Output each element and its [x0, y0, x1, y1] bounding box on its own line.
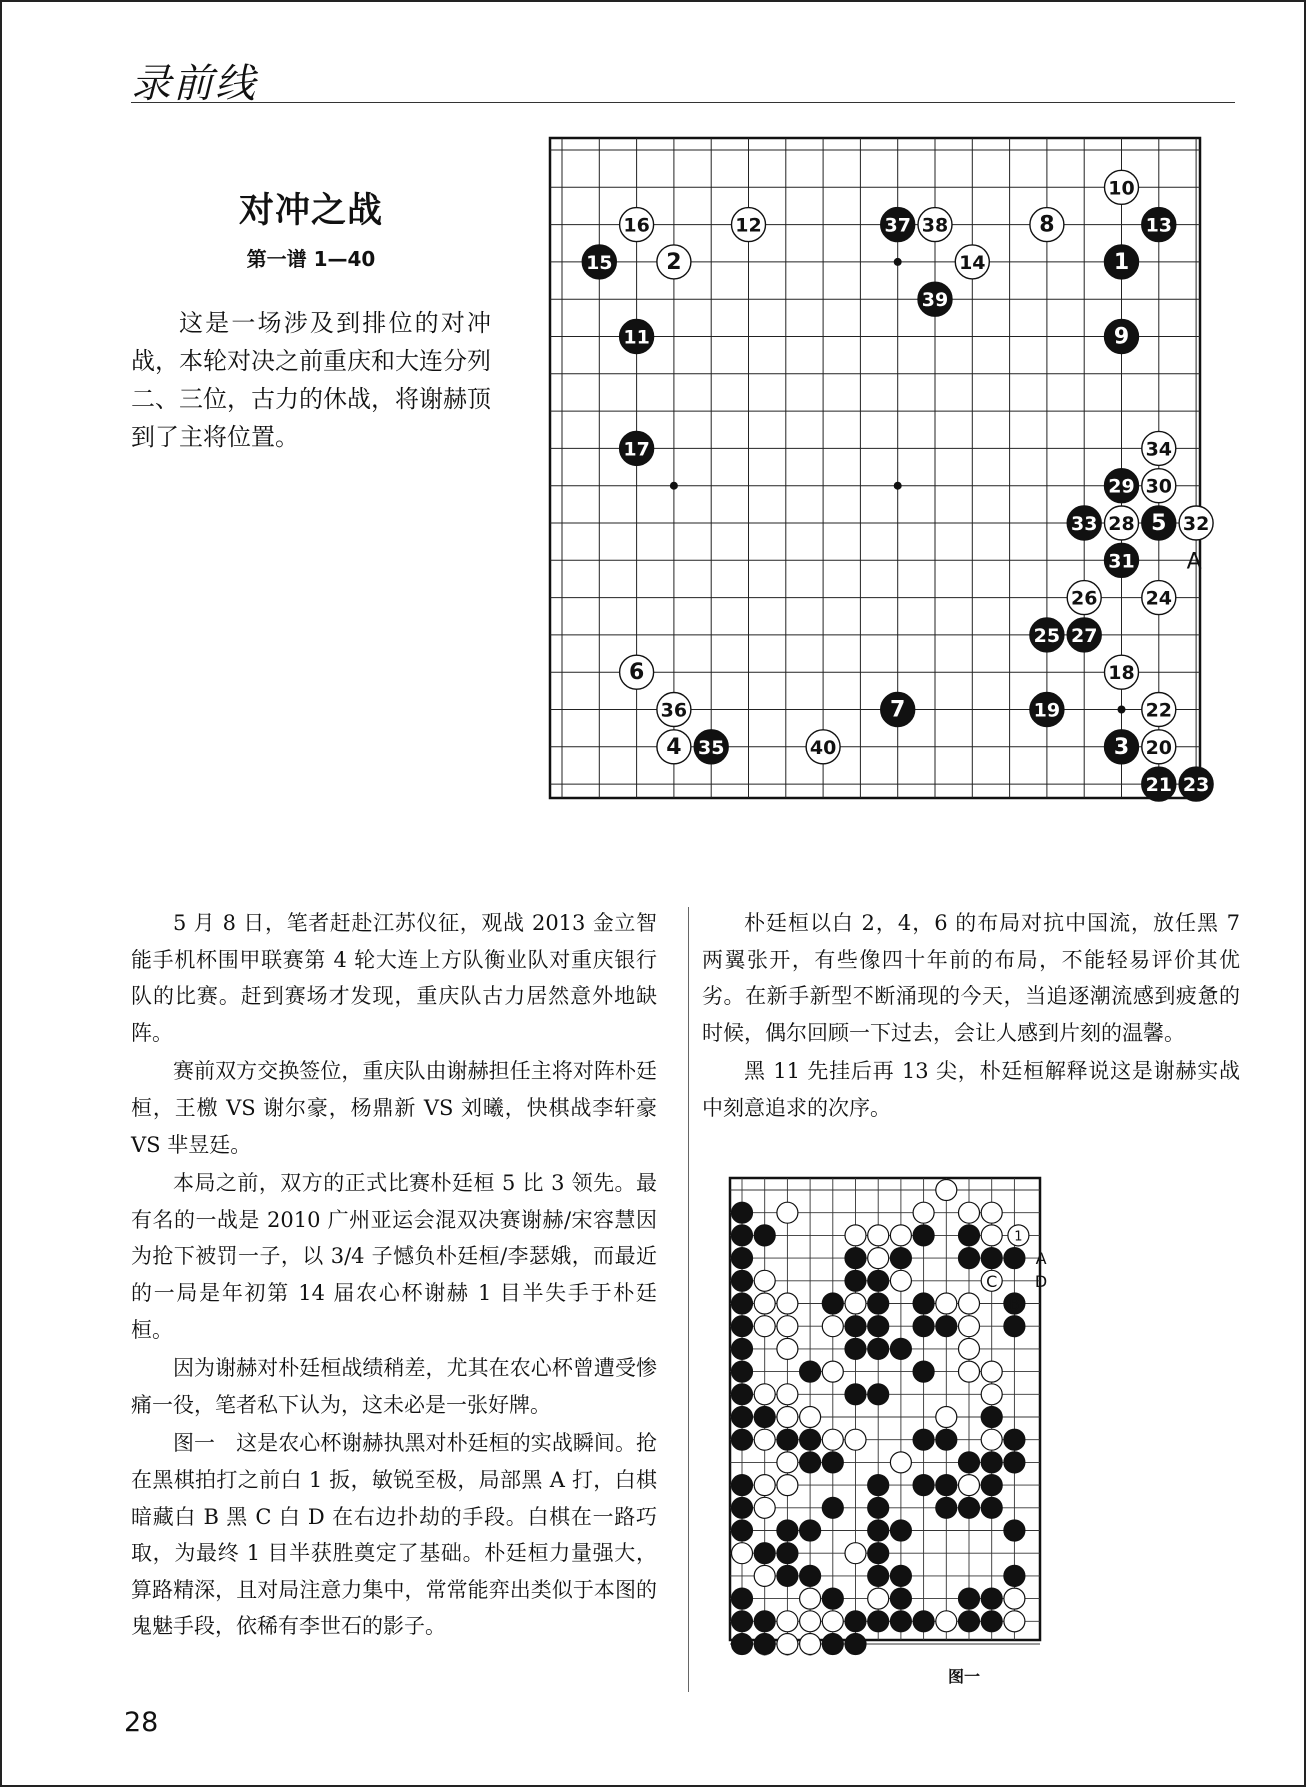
black-stone	[981, 1452, 1002, 1473]
move-number: 39	[921, 289, 949, 312]
white-stone	[800, 1588, 821, 1609]
black-stone	[732, 1520, 753, 1541]
move-number: 24	[1145, 587, 1173, 610]
white-stone	[777, 1475, 798, 1496]
black-stone	[822, 1634, 843, 1655]
white-stone	[777, 1452, 798, 1473]
white-stone	[959, 1475, 980, 1496]
black-stone	[1105, 320, 1139, 354]
move-number: 25	[1033, 624, 1061, 647]
white-stone	[890, 1452, 911, 1473]
move-number: 17	[623, 438, 650, 461]
move-number: 5	[1151, 511, 1167, 536]
move-number: 9	[1113, 324, 1130, 350]
move-number: 7	[890, 697, 906, 723]
white-stone	[777, 1407, 798, 1428]
white-stone	[1105, 506, 1139, 540]
move-number: 32	[1182, 513, 1210, 535]
black-stone	[1004, 1316, 1025, 1337]
white-stone	[754, 1316, 775, 1337]
move-number: 34	[1145, 438, 1173, 461]
white-stone	[845, 1543, 866, 1564]
move-number: 22	[1145, 699, 1173, 722]
white-stone	[822, 1316, 843, 1337]
right-paragraph: 朴廷桓以白 2，4，6 的布局对抗中国流，放任黑 7 两翼张开，有些像四十年前的布局，不能轻易评价其优劣。在新手新型不断涌现的今天，当追逐潮流感到疲惫的时候，偶尔回顾一下过去，会让人感到片刻的温馨。	[702, 911, 1240, 1045]
black-stone	[732, 1588, 753, 1609]
column-divider	[688, 907, 689, 1692]
black-stone	[890, 1565, 911, 1586]
move-number: 28	[1108, 513, 1135, 535]
black-stone	[881, 693, 915, 727]
white-stone	[620, 208, 654, 242]
black-stone	[1105, 469, 1139, 503]
white-stone	[936, 1293, 957, 1314]
black-stone	[1030, 618, 1064, 652]
point-label-d: D	[1034, 1271, 1048, 1291]
black-stone	[890, 1248, 911, 1269]
black-stone	[732, 1384, 753, 1405]
left-paragraph: 本局之前，双方的正式比赛朴廷桓 5 比 3 领先。最有名的一战是 2010 广州亚运会混双决赛谢赫/宋容慧因为抢下被罚一子，以 3/4 子憾负朴廷桓/李瑟娥，而最近的一局是年初第 14 届农心杯谢赫 1 目半失手于朴廷桓。	[131, 1171, 657, 1342]
move-number: 38	[921, 214, 949, 237]
black-stone	[1179, 767, 1213, 801]
white-stone	[657, 730, 691, 764]
black-stone	[913, 1225, 934, 1246]
figure-caption: 图一	[948, 1667, 981, 1686]
white-stone	[822, 1611, 843, 1632]
white-stone	[1179, 506, 1213, 540]
white-stone	[1142, 693, 1176, 727]
black-stone	[754, 1634, 775, 1655]
move-number: 21	[1145, 774, 1173, 797]
black-stone	[959, 1248, 980, 1269]
black-stone	[868, 1520, 889, 1541]
black-stone	[800, 1565, 821, 1586]
white-stone	[777, 1634, 798, 1655]
black-stone	[732, 1202, 753, 1223]
black-stone	[620, 320, 654, 354]
black-stone	[1142, 208, 1176, 242]
left-text-column	[131, 905, 657, 1647]
white-stone	[959, 1338, 980, 1359]
black-stone	[800, 1452, 821, 1473]
black-stone	[822, 1452, 843, 1473]
black-stone	[732, 1634, 753, 1655]
white-stone	[657, 693, 691, 727]
black-stone	[981, 1475, 1002, 1496]
move-number: 36	[660, 699, 688, 722]
point-label-b: B	[1008, 1294, 1020, 1314]
black-stone	[981, 1611, 1002, 1632]
black-stone	[868, 1338, 889, 1359]
black-stone	[959, 1225, 980, 1246]
white-stone	[1004, 1611, 1025, 1632]
black-stone	[1142, 506, 1176, 540]
black-stone	[694, 730, 728, 764]
black-stone	[913, 1475, 934, 1496]
header-rule	[131, 102, 1235, 103]
black-stone	[845, 1316, 866, 1337]
white-stone	[732, 1543, 753, 1564]
black-stone	[845, 1338, 866, 1359]
move-number: 4	[666, 734, 682, 760]
black-stone	[1030, 693, 1064, 727]
black-stone	[868, 1611, 889, 1632]
white-stone	[777, 1202, 798, 1223]
article-title: 对冲之战	[238, 191, 383, 231]
black-stone	[732, 1429, 753, 1450]
black-stone	[913, 1293, 934, 1314]
black-stone	[845, 1634, 866, 1655]
move-number: 40	[809, 736, 837, 759]
white-stone	[777, 1293, 798, 1314]
white-stone	[981, 1384, 1002, 1405]
move-number: 12	[735, 214, 762, 237]
black-stone	[732, 1270, 753, 1291]
black-stone	[881, 208, 915, 242]
black-stone	[732, 1248, 753, 1269]
black-stone	[754, 1225, 775, 1246]
move-number: 1	[1014, 1229, 1023, 1245]
white-stone	[620, 655, 654, 689]
white-stone	[959, 1293, 980, 1314]
move-number: 29	[1108, 475, 1135, 498]
white-stone	[1030, 208, 1064, 242]
point-label-a: A	[1035, 1249, 1047, 1269]
move-number: 30	[1145, 475, 1173, 498]
main-go-diagram	[545, 133, 1223, 807]
white-stone	[822, 1429, 843, 1450]
black-stone	[868, 1316, 889, 1337]
white-stone	[754, 1429, 775, 1450]
white-stone	[868, 1248, 889, 1269]
white-stone	[800, 1634, 821, 1655]
move-number: 23	[1182, 774, 1210, 797]
black-stone	[777, 1565, 798, 1586]
white-stone	[754, 1497, 775, 1518]
black-stone	[981, 1497, 1002, 1518]
black-stone	[732, 1225, 753, 1246]
black-stone	[913, 1611, 934, 1632]
black-stone	[777, 1520, 798, 1541]
move-one-marker	[1008, 1225, 1029, 1246]
white-stone	[936, 1611, 957, 1632]
move-number: 27	[1070, 624, 1098, 647]
black-stone	[777, 1429, 798, 1450]
move-number: 14	[959, 251, 986, 274]
white-stone	[913, 1202, 934, 1223]
move-number: 6	[628, 660, 645, 686]
move-number: 26	[1070, 587, 1098, 610]
black-stone	[620, 431, 654, 465]
black-stone	[732, 1316, 753, 1337]
black-stone	[868, 1384, 889, 1405]
article-subtitle: 第一谱 1—40	[246, 247, 376, 271]
black-stone	[959, 1611, 980, 1632]
black-stone	[868, 1475, 889, 1496]
point-label-c: C	[986, 1271, 998, 1291]
white-stone	[890, 1270, 911, 1291]
white-stone	[806, 730, 840, 764]
white-stone	[959, 1316, 980, 1337]
black-stone	[981, 1248, 1002, 1269]
black-stone	[936, 1497, 957, 1518]
move-number: 31	[1108, 550, 1135, 573]
black-stone	[1105, 245, 1139, 279]
black-stone	[913, 1361, 934, 1382]
white-stone	[800, 1407, 821, 1428]
black-stone	[845, 1270, 866, 1291]
point-label-a: A	[1186, 549, 1202, 575]
black-stone	[1105, 543, 1139, 577]
black-stone	[981, 1407, 1002, 1428]
black-stone	[845, 1611, 866, 1632]
move-number: 18	[1108, 662, 1135, 685]
black-stone	[732, 1407, 753, 1428]
white-stone	[1067, 581, 1101, 615]
black-stone	[890, 1520, 911, 1541]
white-stone	[777, 1611, 798, 1632]
black-stone	[959, 1452, 980, 1473]
white-stone	[754, 1475, 775, 1496]
white-stone	[936, 1180, 957, 1201]
black-stone	[959, 1588, 980, 1609]
white-stone	[918, 208, 952, 242]
black-stone	[732, 1475, 753, 1496]
page-number: 28	[124, 1707, 159, 1738]
white-stone	[959, 1361, 980, 1382]
black-stone	[1004, 1452, 1025, 1473]
black-stone	[1142, 767, 1176, 801]
white-stone	[777, 1384, 798, 1405]
left-paragraph: 5 月 8 日，笔者赶赴江苏仪征，观战 2013 金立智能手机杯围甲联赛第 4 轮大连上方队衡业队对重庆银行队的比赛。赶到赛场才发现，重庆队古力居然意外地缺阵。	[131, 911, 657, 1045]
black-stone	[754, 1407, 775, 1428]
white-stone	[777, 1338, 798, 1359]
black-stone	[981, 1588, 1002, 1609]
black-stone	[777, 1543, 798, 1564]
black-stone	[1004, 1429, 1025, 1450]
white-stone	[1142, 469, 1176, 503]
move-number: 35	[697, 736, 725, 759]
move-number: 33	[1070, 513, 1098, 535]
black-stone	[959, 1497, 980, 1518]
move-number: 13	[1145, 214, 1173, 237]
black-stone	[800, 1429, 821, 1450]
move-number: 19	[1033, 699, 1061, 722]
white-stone	[1142, 581, 1176, 615]
white-stone	[936, 1407, 957, 1428]
black-stone	[822, 1588, 843, 1609]
move-number: 1	[1113, 249, 1130, 275]
white-stone	[845, 1225, 866, 1246]
white-stone	[657, 245, 691, 279]
star-point	[1118, 706, 1126, 714]
black-stone	[754, 1543, 775, 1564]
white-stone	[800, 1611, 821, 1632]
black-stone	[868, 1293, 889, 1314]
article-title-block	[131, 183, 491, 272]
white-stone	[868, 1225, 889, 1246]
black-stone	[890, 1588, 911, 1609]
move-number: 3	[1113, 734, 1130, 760]
black-stone	[1067, 506, 1101, 540]
left-paragraph: 赛前双方交换签位，重庆队由谢赫担任主将对阵朴廷桓，王檄 VS 谢尔豪，杨鼎新 VS 刘曦，快棋战李轩豪 VS 芈昱廷。	[131, 1059, 657, 1157]
running-title: 录前线	[131, 61, 257, 107]
black-stone	[732, 1293, 753, 1314]
star-point	[894, 482, 902, 490]
white-stone	[868, 1588, 889, 1609]
black-stone	[732, 1611, 753, 1632]
black-stone	[1105, 730, 1139, 764]
white-stone	[754, 1384, 775, 1405]
black-stone	[845, 1384, 866, 1405]
black-stone	[732, 1497, 753, 1518]
black-stone	[732, 1361, 753, 1382]
black-stone	[936, 1429, 957, 1450]
black-stone	[890, 1338, 911, 1359]
figure-one-diagram	[712, 1158, 1228, 1656]
black-stone	[936, 1316, 957, 1337]
move-number: 16	[623, 214, 650, 237]
white-stone	[845, 1429, 866, 1450]
black-stone	[754, 1611, 775, 1632]
black-stone	[845, 1248, 866, 1269]
right-paragraph: 黑 11 先挂后再 13 尖，朴廷桓解释说这是谢赫实战中刻意追求的次序。	[702, 1059, 1240, 1120]
black-stone	[1067, 618, 1101, 652]
white-stone	[1105, 170, 1139, 204]
white-stone	[955, 245, 989, 279]
right-text-column	[702, 905, 1240, 1129]
move-number: 2	[666, 249, 682, 275]
white-stone	[890, 1225, 911, 1246]
black-stone	[918, 282, 952, 316]
white-stone	[754, 1293, 775, 1314]
move-number: 8	[1039, 212, 1055, 238]
intro-paragraph: 这是一场涉及到排位的对冲战，本轮对决之前重庆和大连分列二、三位，古力的休战，将谢赫顶到了主将位置。	[131, 309, 491, 451]
white-stone	[981, 1202, 1002, 1223]
white-stone	[822, 1361, 843, 1382]
black-stone	[1004, 1520, 1025, 1541]
move-number: 15	[586, 251, 613, 274]
black-stone	[800, 1520, 821, 1541]
intro-paragraph-block	[131, 304, 491, 456]
white-stone	[754, 1565, 775, 1586]
black-stone	[822, 1293, 843, 1314]
white-stone	[981, 1429, 1002, 1450]
white-stone	[777, 1316, 798, 1337]
black-stone	[868, 1565, 889, 1586]
star-point	[894, 258, 902, 266]
black-stone	[732, 1338, 753, 1359]
move-number: 11	[623, 326, 650, 349]
white-stone	[754, 1270, 775, 1291]
white-stone	[981, 1361, 1002, 1382]
black-stone	[1004, 1565, 1025, 1586]
white-stone	[845, 1293, 866, 1314]
white-stone	[1142, 431, 1176, 465]
white-stone	[1105, 655, 1139, 689]
left-paragraph: 图一 这是农心杯谢赫执黑对朴廷桓的实战瞬间。抢在黑棋拍打之前白 1 扳，敏锐至极，局部黑 A 打，白棋暗藏白 B 黑 C 白 D 在右边扑劫的手段。白棋在一路巧取，为最终 1 目半获胜奠定了基础。朴廷桓力量强大，算路精深，且对局注意力集中，常常能弈出类似于本图的鬼魅手段，依稀有李世石的影子。	[131, 1431, 657, 1639]
white-stone	[959, 1202, 980, 1223]
black-stone	[868, 1497, 889, 1518]
black-stone	[582, 245, 616, 279]
black-stone	[936, 1475, 957, 1496]
black-stone	[800, 1361, 821, 1382]
black-stone	[890, 1611, 911, 1632]
white-stone	[1142, 730, 1176, 764]
white-stone	[1004, 1588, 1025, 1609]
white-stone	[981, 1225, 1002, 1246]
black-stone	[868, 1270, 889, 1291]
black-stone	[913, 1429, 934, 1450]
move-number: 37	[884, 214, 911, 237]
move-number: 20	[1145, 736, 1173, 759]
black-stone	[822, 1497, 843, 1518]
black-stone	[1004, 1248, 1025, 1269]
black-stone	[868, 1543, 889, 1564]
star-point	[670, 482, 678, 490]
black-stone	[913, 1316, 934, 1337]
white-stone	[732, 208, 766, 242]
left-paragraph: 因为谢赫对朴廷桓战绩稍差，尤其在农心杯曾遭受惨痛一役，笔者私下认为，这未必是一张好牌。	[131, 1356, 657, 1417]
move-number: 10	[1108, 177, 1135, 200]
